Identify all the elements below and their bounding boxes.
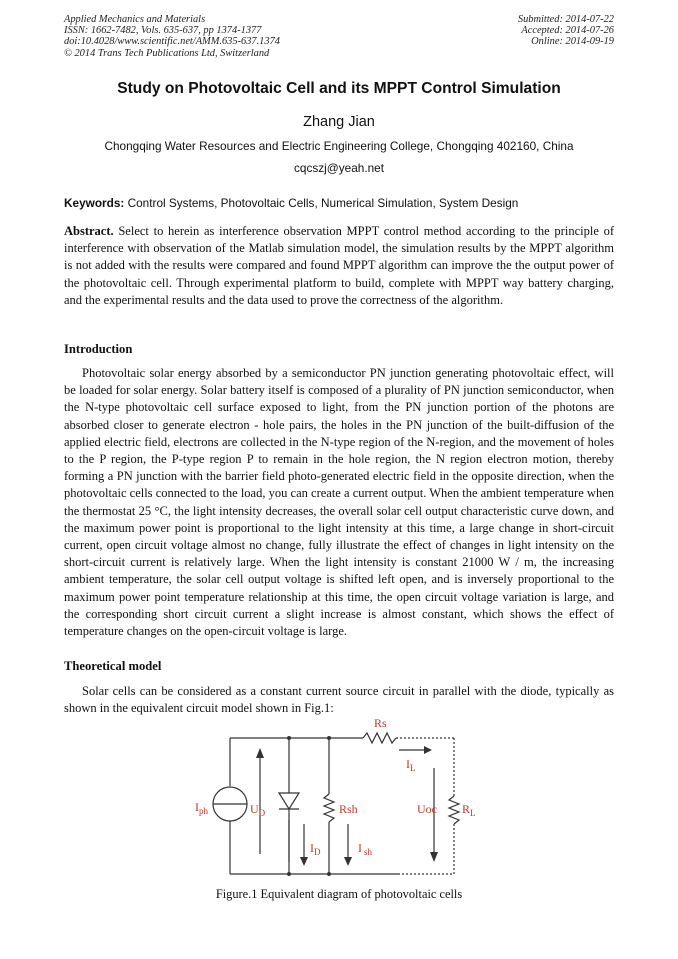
series-resistor-rs: [363, 733, 396, 743]
label-uoc: Uoc: [417, 802, 437, 816]
ish-arrow-head: [344, 857, 352, 866]
author-email: cqcszj@yeah.net: [293, 161, 384, 175]
node-dot: [327, 736, 331, 740]
submission-dates: [518, 14, 614, 48]
abstract-label: Abstract.: [64, 224, 114, 238]
journal-doi: doi:10.4028/www.scientific.net/AMM.635-637.1374: [64, 36, 280, 48]
label-iph: $I_{ph}$: [195, 800, 208, 816]
label-rsh: Rsh: [339, 802, 358, 816]
author-name: Zhang Jian: [303, 114, 375, 130]
journal-copyright: © 2014 Trans Tech Publications Ltd, Switzerland: [64, 47, 270, 59]
abstract-text: Select to herein as interference observation MPPT control method according to the principle of interference with observation of the Matlab simulation model, the simulation results by the MPPT algorithm is not added with the results were compared and found MPPT algorithm can improve the the output power of the photovoltaic cell. Through experimental platform to build, complete with MPPT way battery charging, and the experimental results and the data used to prove the correctness of the algorithm.: [64, 224, 614, 307]
introduction-text: Photovoltaic solar energy absorbed by a semiconductor PN junction generating photovoltaic effect, will be loaded for solar energy. Solar battery itself is composed of a plurality of PN junction semiconductor, when the N-type photovoltaic cell surface exposed to light, from the PN junction portion of the photons are absorbed closer to generate electron - hole pairs, the holes in the PN junction of the built-diffusion of the applied electric field, electrons are collected in the N-type region of the N-region, and the movement of holes to the P region, the P-type region P to remain in the hole region, the N region electron motion, thereby forming a PN junction with the barrier field photo-generated electric field in the opposite direction, when the photovoltaic cells connected to the load, you can create a current output. When the ambient temperature when the thermostat 25 °C, the light intensity decreases, the overall solar cell output characteristic curve down, and the maximum power point is proportional to the light intensity at this time, a large change in short-circuit current, open circuit voltage almost no change, fully illustrate the effect of changes in light intensity on the short-circuit current is relatively large. When the light intensity is constant 21000 W / m, the increasing ambient temperature, the solar cell output voltage is shifted left open, and is inversely proportional to the maximum power point temperature relationship at this time, the open circuit voltage variation is large, and the corresponding short circuit current a slight increase is almost constant, which shows the effect of temperature changes on the open-circuit voltage is large.: [64, 366, 614, 639]
il-arrow-head: [424, 746, 432, 754]
label-rl: $R_L$: [462, 802, 476, 818]
diode-symbol: [279, 793, 299, 809]
keywords-label: Keywords:: [64, 196, 125, 210]
submitted-date: Submitted: 2014-07-22: [517, 14, 614, 25]
equivalent-circuit-figure: [188, 714, 488, 884]
shunt-resistor-rsh: [324, 794, 334, 822]
uoc-arrow-head: [430, 852, 438, 862]
figure-caption: Figure.1 Equivalent diagram of photovoltaic cells: [215, 887, 463, 901]
theory-text: Solar cells can be considered as a constant current source circuit in parallel with the diode, typically as shown in the equivalent circuit model shown in Fig.1:: [64, 684, 614, 716]
author-affiliation: Chongqing Water Resources and Electric Engineering College, Chongqing 402160, China: [104, 139, 574, 153]
load-resistor-rl: [449, 796, 459, 824]
node-dot: [287, 872, 291, 876]
node-dot: [287, 736, 291, 740]
ud-arrow-head: [256, 748, 264, 758]
online-date: Online: 2014-09-19: [531, 36, 614, 48]
accepted-date: Accepted: 2014-07-26: [521, 25, 614, 37]
journal-name: Applied Mechanics and Materials: [64, 14, 206, 25]
abstract: [64, 223, 614, 309]
label-id: $I_D$: [310, 841, 321, 857]
keywords-list: Control Systems, Photovoltaic Cells, Numerical Simulation, System Design: [127, 196, 519, 210]
id-arrow-head: [300, 857, 308, 866]
label-ud: $U_D$: [250, 802, 266, 818]
theory-heading: Theoretical model: [64, 659, 162, 673]
introduction-heading: Introduction: [64, 342, 133, 356]
label-ish: I $_{sh}$: [358, 841, 373, 857]
journal-header: [64, 14, 280, 59]
journal-issn: ISSN: 1662-7482, Vols. 635-637, pp 1374-1377: [64, 25, 262, 37]
node-dot: [327, 872, 331, 876]
label-il: $I_L$: [406, 757, 416, 773]
paper-title: Study on Photovoltaic Cell and its MPPT Control Simulation: [117, 80, 561, 97]
keywords-line: [64, 196, 624, 210]
label-rs: Rs: [374, 716, 387, 730]
